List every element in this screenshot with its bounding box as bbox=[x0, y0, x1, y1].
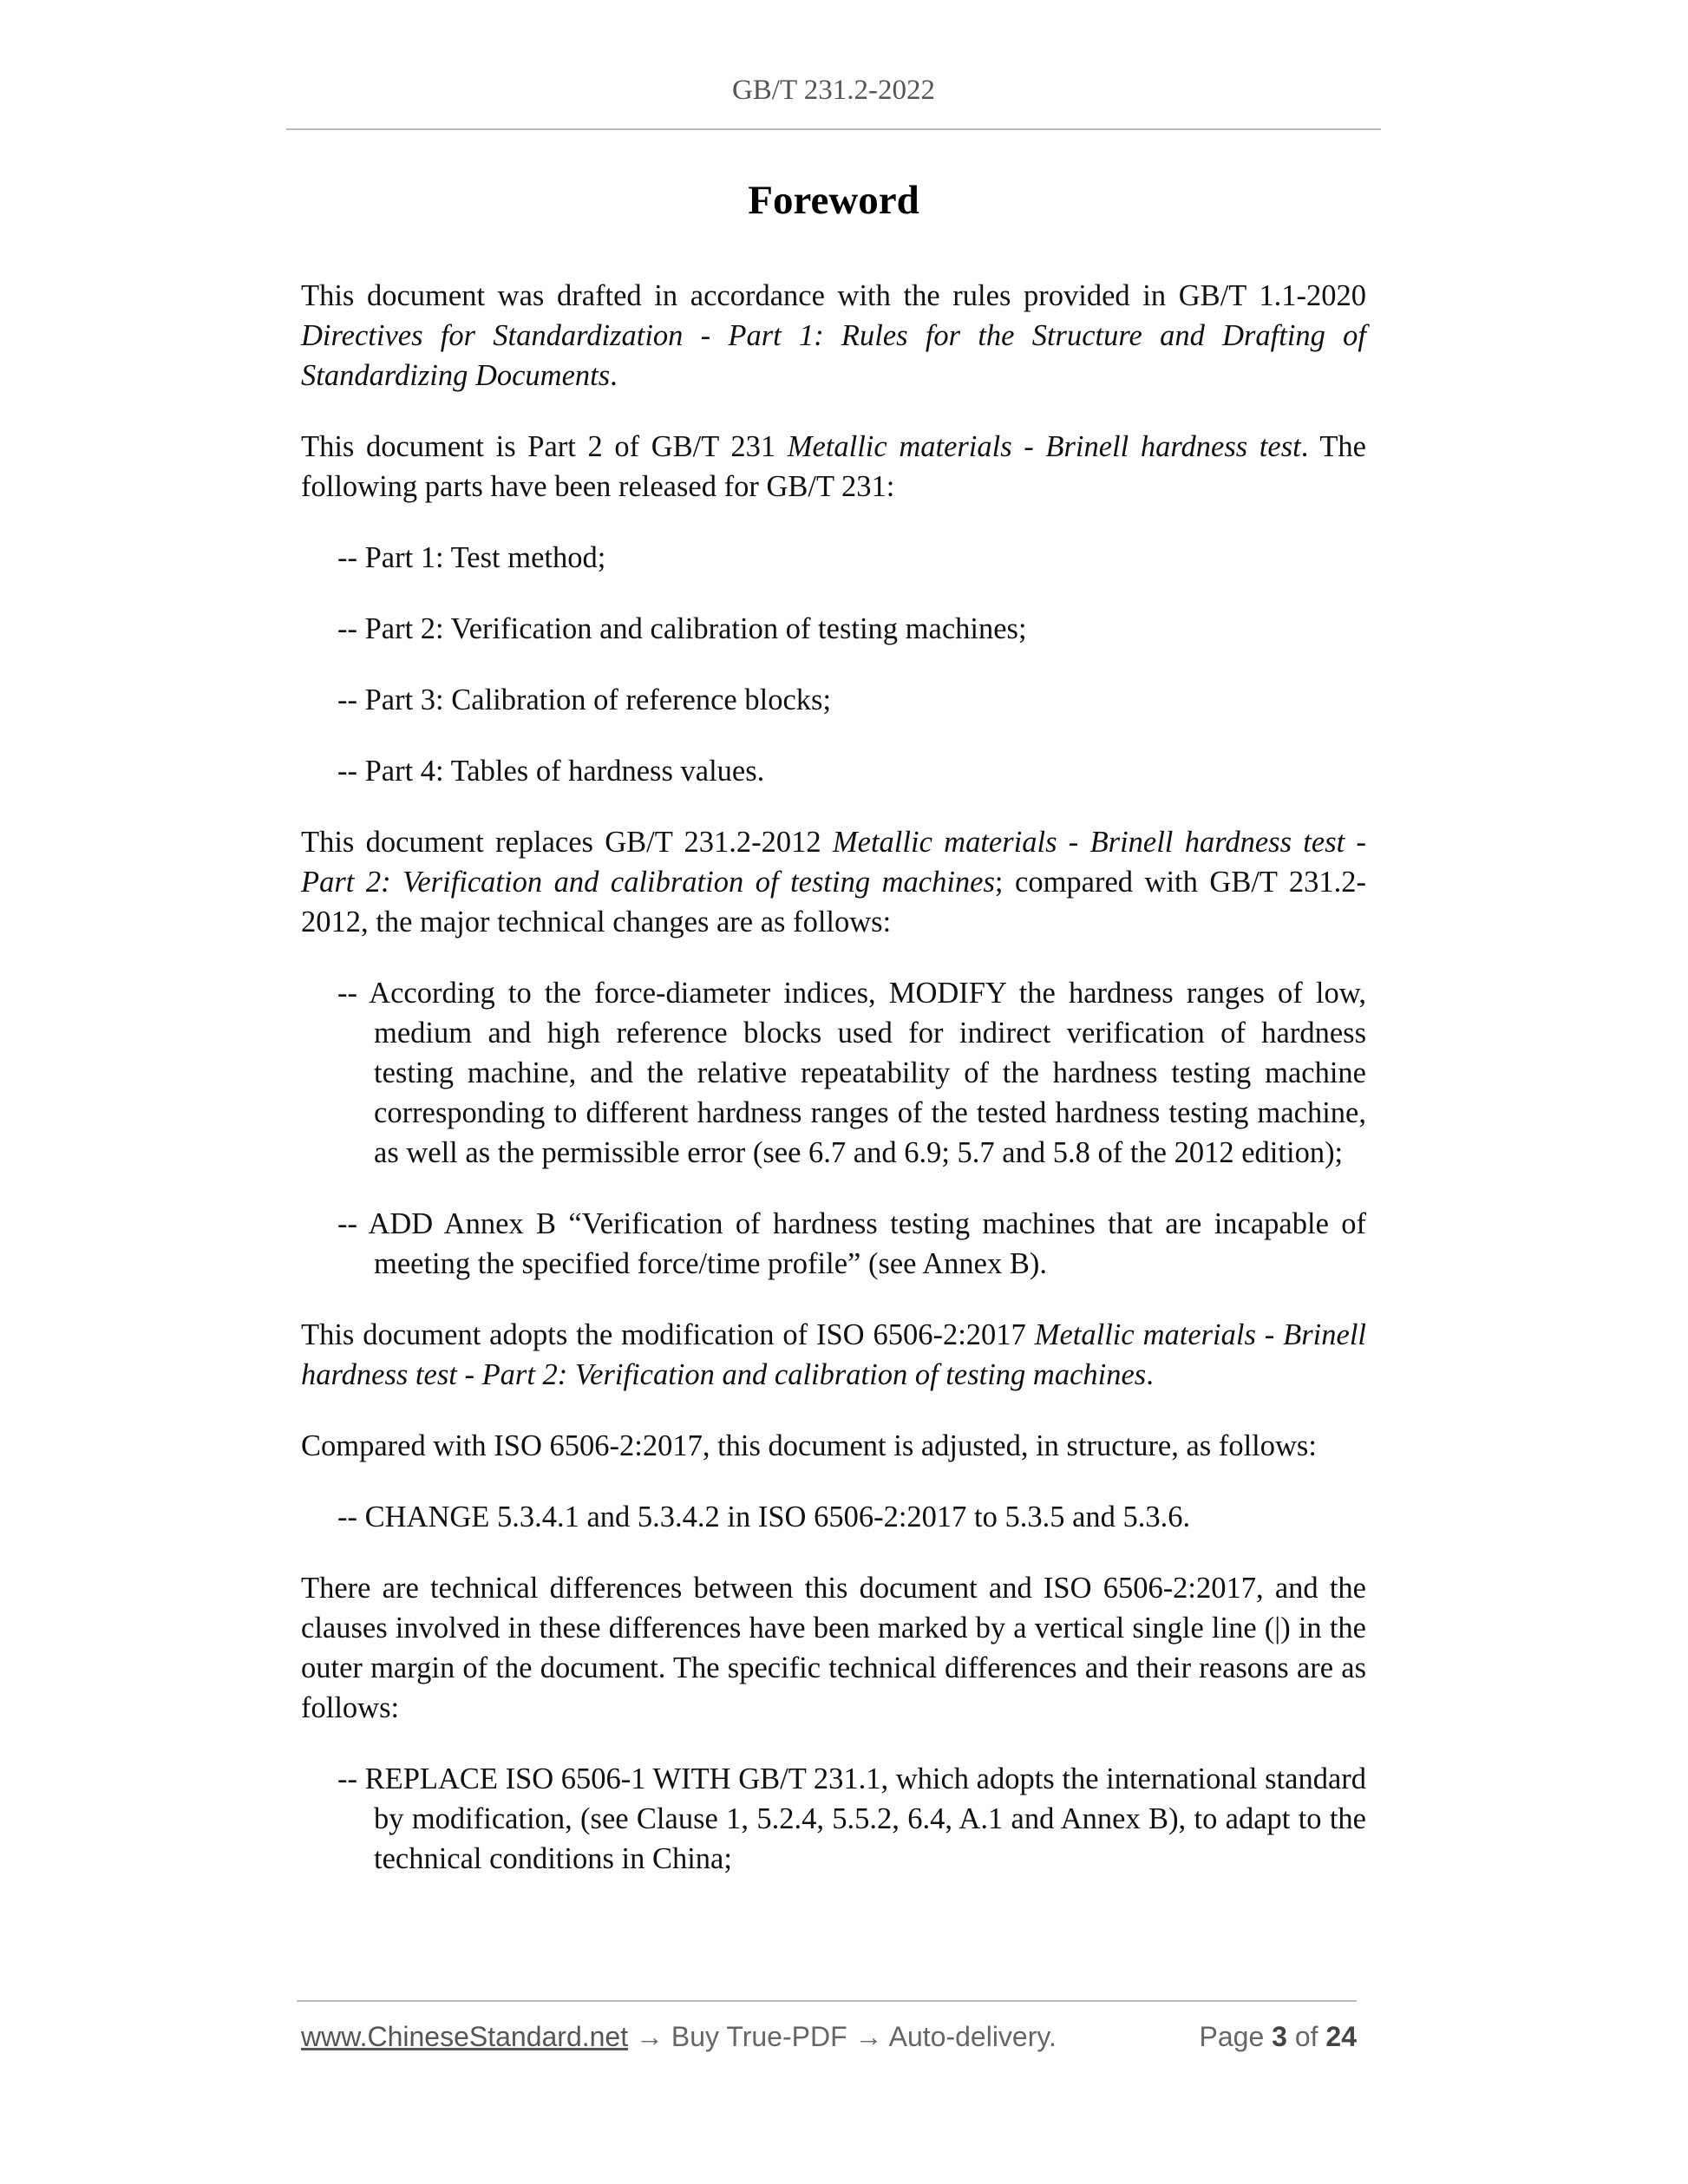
of-label: of bbox=[1294, 2021, 1318, 2052]
paragraph-structure: Compared with ISO 6506-2:2017, this document is adjusted, in structure, as follows: bbox=[301, 1429, 1317, 1462]
italic-title: Metallic materials - Brinell hardness test - Part 2: Verification and calibration of testing machines bbox=[301, 826, 1366, 899]
footer-divider bbox=[297, 2000, 1357, 2002]
list-item-change-1: -- According to the force-diameter indices, MODIFY the hardness ranges of low, medium and high reference blocks used for indirect verification of hardness testing machine, and the relative repeatability of the hardness testing machine corresponding to different hardness ranges of the tested hardness testing machine, as well as the permissible error (see 6.7 and 6.9; 5.7 and 5.8 of the 2012 edition); bbox=[337, 977, 1366, 1169]
text: This document adopts the modification of ISO 6506-2:2017 bbox=[301, 1318, 1035, 1351]
text: This document was drafted in accordance with the rules provided in GB/T 1.1-2020 bbox=[301, 279, 1366, 312]
text: This document is Part 2 of GB/T 231 bbox=[301, 430, 788, 463]
page-title: Foreword bbox=[748, 178, 919, 223]
running-header: GB/T 231.2-2022 bbox=[731, 75, 936, 106]
list-item-change-2: -- ADD Annex B “Verification of hardness testing machines that are incapable of meeting the specified force/time profile” (see Annex B). bbox=[337, 1207, 1366, 1280]
list-item-part-4: -- Part 4: Tables of hardness values. bbox=[337, 755, 765, 788]
paragraph-series bbox=[301, 427, 1366, 507]
text: This document replaces GB/T 231.2-2012 bbox=[301, 826, 833, 859]
text: . The following parts have been released for GB/T 231: bbox=[301, 430, 1366, 503]
paragraph-replaces bbox=[301, 822, 1366, 942]
list-item-tech-difference-1: -- REPLACE ISO 6506-1 WITH GB/T 231.1, which adopts the international standard by modification, (see Clause 1, 5.2.4, 5.5.2, 6.4, A.1 and Annex B), to adapt to the technical conditions in China; bbox=[337, 1762, 1366, 1875]
site-link[interactable]: www.ChineseStandard.net bbox=[301, 2021, 629, 2052]
paragraph-technical-differences: There are technical differences between this document and ISO 6506-2:2017, and the clauses involved in these differences have been marked by a vertical single line (|) in the outer margin of the document. The specific technical differences and their reasons are as follows: bbox=[301, 1572, 1366, 1724]
list-item-part-1: -- Part 1: Test method; bbox=[337, 541, 606, 574]
text: . bbox=[1146, 1358, 1154, 1391]
paragraph-adoption bbox=[301, 1315, 1366, 1395]
page-label: Page bbox=[1199, 2021, 1265, 2052]
italic-title: Metallic materials - Brinell hardness test - Part 2: Verification and calibration of testing machines bbox=[301, 1318, 1367, 1391]
list-item-part-2: -- Part 2: Verification and calibration of testing machines; bbox=[337, 612, 1027, 645]
promo-text: → Buy True-PDF → Auto-delivery. bbox=[628, 2021, 1057, 2052]
list-item-part-3: -- Part 3: Calibration of reference blocks; bbox=[337, 683, 832, 716]
page-number bbox=[1200, 2021, 1357, 2053]
text: . bbox=[610, 359, 618, 392]
list-item-structure-change: -- CHANGE 5.3.4.1 and 5.3.4.2 in ISO 6506-2:2017 to 5.3.5 and 5.3.6. bbox=[337, 1501, 1191, 1533]
document-body bbox=[301, 276, 1366, 1910]
italic-title: Metallic materials - Brinell hardness test bbox=[787, 430, 1301, 463]
page-current: 3 bbox=[1272, 2021, 1287, 2052]
paragraph-drafting-rules bbox=[301, 276, 1366, 396]
text: ; compared with GB/T 231.2-2012, the major technical changes are as follows: bbox=[301, 866, 1366, 938]
page-total: 24 bbox=[1325, 2021, 1357, 2052]
italic-title: Directives for Standardization - Part 1: Rules for the Structure and Drafting of Standardizing Documents bbox=[301, 319, 1366, 392]
page-footer bbox=[301, 2021, 1357, 2053]
header-divider bbox=[286, 128, 1381, 130]
